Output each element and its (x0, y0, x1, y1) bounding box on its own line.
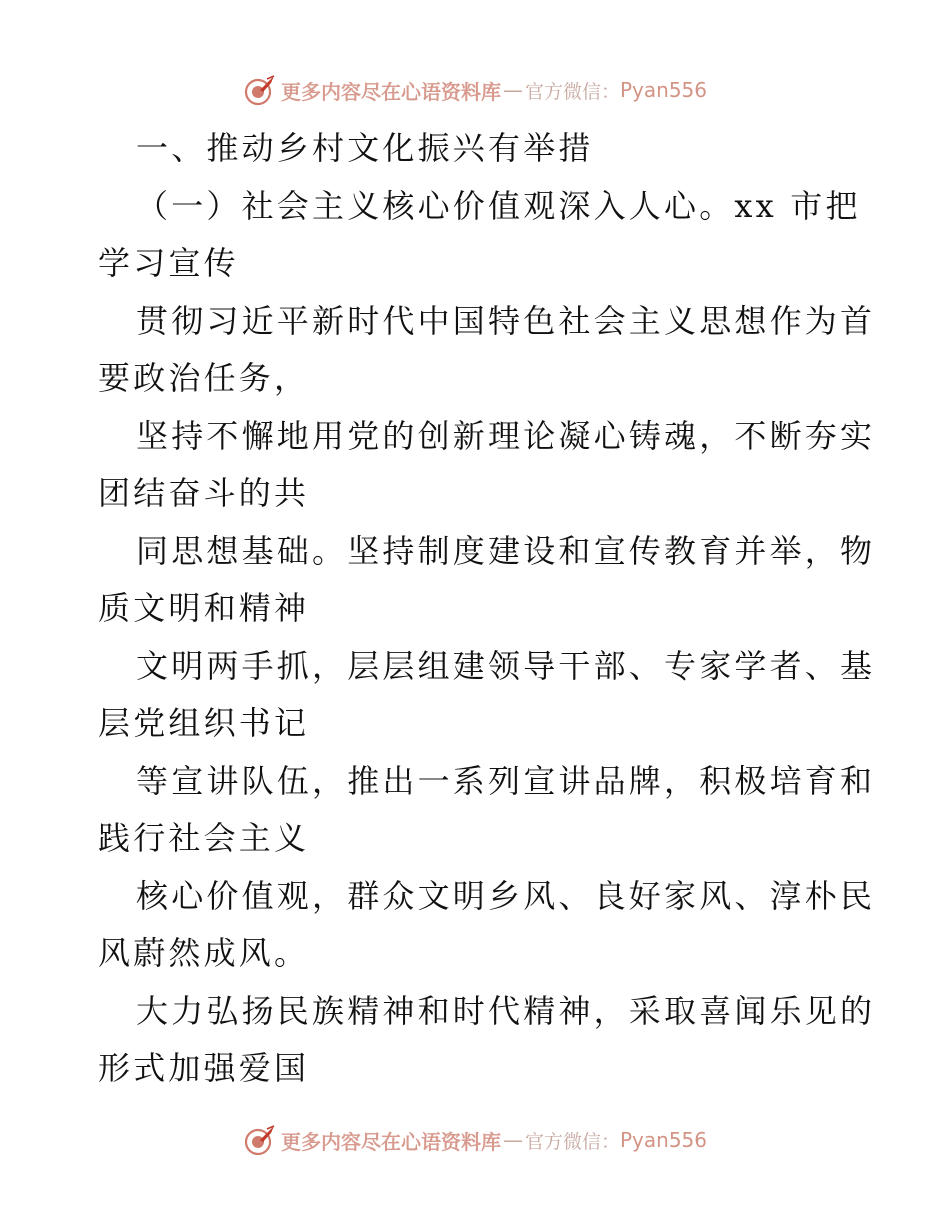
paragraph-line: 层党组织书记 (98, 704, 310, 742)
watermark-text: 更多内容尽在心语资料库 (280, 79, 501, 104)
paragraph-line: 坚持不懈地用党的创新理论凝心铸魂，不断夯实 (136, 416, 876, 455)
watermark-separator: — (502, 1128, 523, 1152)
watermark-banner-top (0, 70, 950, 110)
paragraph-line: 同思想基础。坚持制度建设和宣传教育并举，物 (136, 531, 876, 570)
paragraph-line: 要政治任务， (98, 359, 310, 397)
paragraph-line: 文明两手抓，层层组建领导干部、专家学者、基 (136, 646, 876, 685)
paragraph-line: 团结奋斗的共 (98, 474, 310, 512)
watermark-banner-bottom (0, 1120, 950, 1160)
quill-logo-icon (243, 1123, 277, 1157)
quill-logo-icon (243, 73, 277, 107)
watermark-wechat-id: Pyan556 (620, 1128, 708, 1152)
document-body (98, 120, 876, 1098)
section-heading: 一、推动乡村文化振兴有举措 (136, 129, 594, 167)
paragraph-line: 等宣讲队伍，推出一系列宣讲品牌，积极培育和 (136, 761, 876, 800)
paragraph-line: 践行社会主义 (98, 819, 310, 857)
watermark-wechat-label: 官方微信： (524, 1130, 620, 1153)
paragraph-line: 风蔚然成风。 (98, 934, 310, 972)
paragraph-line: 学习宣传 (98, 244, 239, 282)
paragraph-line: 贯彻习近平新时代中国特色社会主义思想作为首 (136, 301, 876, 340)
watermark-text: 更多内容尽在心语资料库 (280, 1129, 501, 1154)
paragraph-line: （一）社会主义核心价值观深入人心。xx 市把 (136, 186, 861, 225)
paragraph-line: 形式加强爱国 (98, 1049, 310, 1087)
paragraph-line: 大力弘扬民族精神和时代精神，采取喜闻乐见的 (136, 991, 876, 1030)
watermark-separator: — (502, 78, 523, 102)
watermark-wechat-label: 官方微信： (524, 80, 620, 103)
paragraph-line: 质文明和精神 (98, 589, 310, 627)
watermark-wechat-id: Pyan556 (620, 78, 708, 102)
paragraph-line: 核心价值观，群众文明乡风、良好家风、淳朴民 (136, 876, 876, 915)
